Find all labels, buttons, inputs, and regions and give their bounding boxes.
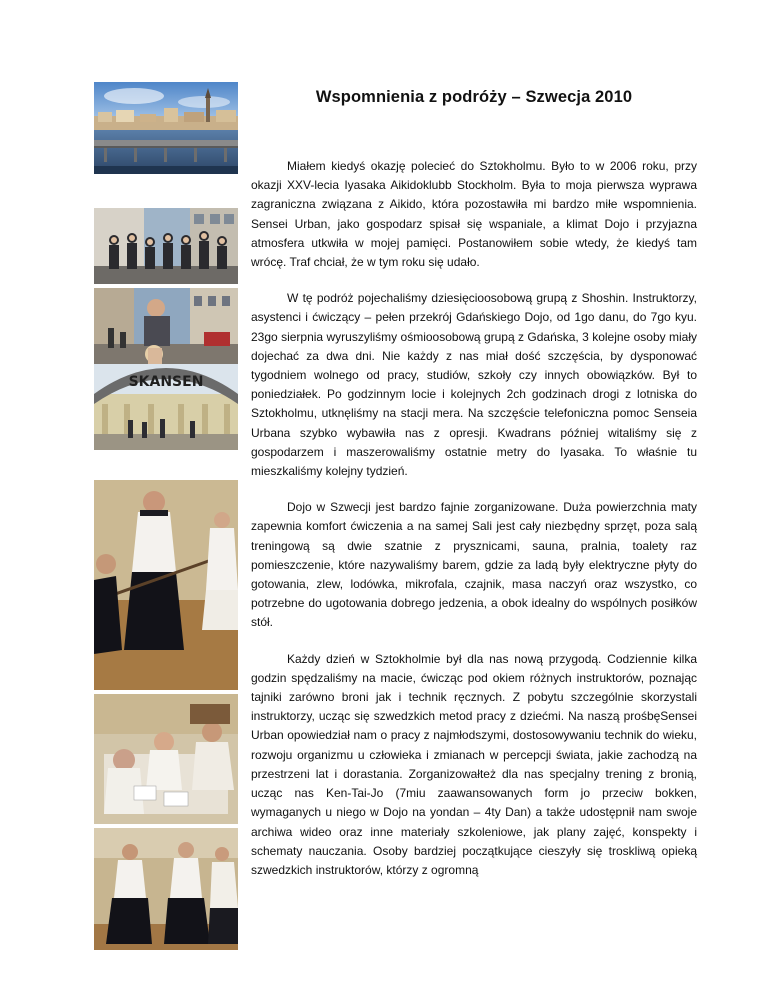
photo-street-scene [94, 288, 238, 368]
paragraph-4: Każdy dzień w Sztokholmie był dla nas nową przygodą. Codziennie kilka godzin spędzaliśmy na macie, ćwicząc pod okiem różnych instruktorów, poznając tajniki zarówno broni jak i technik ręcznych. Z pobytu szczególnie skorzystali instruktorzy, ucząc się szwedzkich metod pracy z dziećmi. Na naszą prośbęSensei Urban opowiedział nam o pracy z najmłodszymi, dostosowywaniu technik do wieku, rozwoju organizmu u człowieka i zmianach w percepcji świata, jakie zachodzą na przestrzeni lat i dorastania. Zorganizowałteż dla nas specjalny trening z bronią, ucząc nas Ken-Tai-Jo (7miu zaawansowanych form jo przeciw bokken, wymaganych u niego w Dojo na yondan – 4ty Dan) a także udostępnił nam swoje archiwa wideo oraz inne materiały szkoleniowe, jak plany zajęć, konspekty i schematy nauczania. Osoby bardziej początkujące cieszyły się troskliwą opieką szwedzkich instruktorów, którzy z ogromną [251, 651, 697, 877]
article-body [251, 157, 697, 897]
skansen-sign-text: SKANSEN [128, 374, 204, 390]
page-title: Wspomnienia z podróży – Szwecja 2010 [315, 88, 633, 106]
paragraph-1: Miałem kiedyś okazję polecieć do Sztokholmu. Było to w 2006 roku, przy okazji XXV-lecia Iyasaka Aikidoklubb Stockholm. Była to moja pierwsza wyprawa zagraniczna związana z Aikido, która pozostawiła mi bardzo miłe wspomnienia. Sensei Urban, jako gospodarz spisał się wspaniale, a klimat Dojo i przyjazna atmosfera utkwiła w mojej pamięci. Postanowiłem sobie wtedy, że kiedyś tam wrócę. Traf chciał, że w tym roku się udało. [251, 159, 697, 270]
paragraph-2: W tę podróż pojechaliśmy dziesięcioosobową grupą z Shoshin. Instruktorzy, asystenci i ćwiczący – pełen przekrój Gdańskiego Dojo, od 1go danu, do 7go kyu. 23go sierpnia wyruszyliśmy ośmioosobową grupą z Gdańska, 3 kolejne osoby miały dojechać za dwa dni. Nie każdy z nas miał dość szczęścia, by dysponować tygodniem wolnego od pracy, studiów, szkoły czy innych obowiązków. Był to poniedziałek. Po godzinnym locie i kolejnych 2ch godzinach drogi z lotniska do Sztokholmu, utknęliśmy na stacji mera. Na szczęście telefoniczna pomoc Senseia Urbana szybko wybawiła nas z opresji. Kwadrans później witaliśmy się z gospodarzem i maszerowaliśmy ostatnie metry do Iyasaka. To właśnie tu mieszkaliśmy kolejny tydzień. [251, 291, 697, 479]
photo-pair-technique [94, 828, 238, 950]
photo-skansen [94, 364, 238, 450]
photo-stockholm-waterfront [94, 82, 238, 174]
photo-aikido-jo [94, 480, 238, 690]
paragraph-3: Dojo w Szwecji jest bardzo fajnie zorganizowane. Duża powierzchnia maty zapewnia komfort ćwiczenia a na samej Sali jest cały niezbędny sprzęt, poza salą treningową są dwie szatnie z prysznicami, sauna, pralnia, toalety raz pomieszczenie, które nazywaliśmy barem, gdzie za ladą były elektryczne płyty do gotowania, zlew, lodówka, mikrofala, czajnik, masa naczyń oraz wszystko, co potrzebne do ugotowania dobrego jedzenia, a obok idealny do wspólnych posiłków stół. [251, 500, 697, 630]
photo-study-table [94, 694, 238, 824]
photo-group-street [94, 208, 238, 284]
